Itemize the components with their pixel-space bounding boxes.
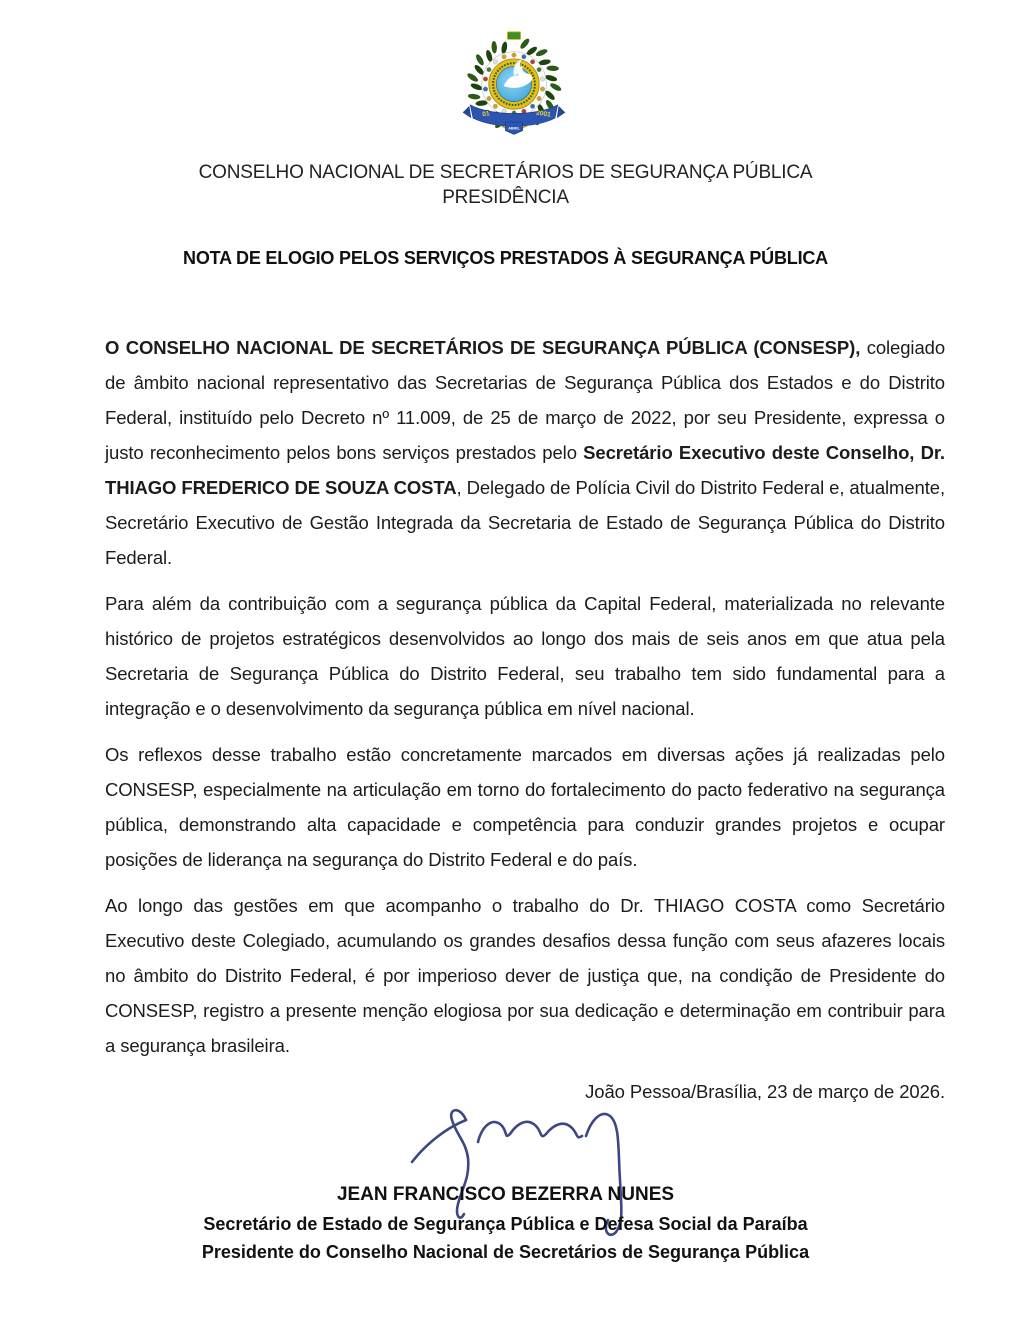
paragraph: Ao longo das gestões em que acompanho o trabalho do Dr. THIAGO COSTA como Secretário Executivo deste Colegiado, acumulando os grandes desafios dessa função com seus afazeres locais no âmbito do Distrito Federal, é por imperioso dever de justiça que, na condição de Presidente do CONSESP, registro a presente menção elogiosa por sua dedicação e determinação em contribuir para a segurança brasileira. bbox=[105, 895, 945, 1056]
org-name: CONSELHO NACIONAL DE SECRETÁRIOS DE SEGURANÇA PÚBLICA bbox=[198, 162, 813, 183]
top-shield bbox=[507, 32, 520, 40]
signer-name: JEAN FRANCISCO BEZERRA NUNES bbox=[336, 1184, 675, 1205]
paragraph: Os reflexos desse trabalho estão concretamente marcados em diversas ações já realizadas pelo CONSESP, especialmente na articulação em torno do fortalecimento do pacto federativo na segurança pública, demonstrando alta capacidade e competência para conduzir grandes projetos e ocupar posições de liderança na segurança do Distrito Federal e do país. bbox=[105, 744, 945, 870]
body-paragraphs bbox=[105, 330, 945, 1109]
document-title: NOTA DE ELOGIO PELOS SERVIÇOS PRESTADOS À SEGURANÇA PÚBLICA bbox=[183, 248, 828, 268]
ribbon-left-text: 01 bbox=[481, 110, 491, 119]
ribbon-right-text: 2001 bbox=[535, 109, 552, 119]
signer-role-2: Presidente do Conselho Nacional de Secretários de Segurança Pública bbox=[201, 1242, 810, 1262]
ribbon-tab-text: ABRIL bbox=[508, 126, 520, 131]
signature-block bbox=[0, 1180, 1011, 1266]
dateline: João Pessoa/Brasília, 23 de março de 2026. bbox=[585, 1081, 945, 1102]
paragraph: O CONSELHO NACIONAL DE SECRETÁRIOS DE SEGURANÇA PÚBLICA (CONSESP), colegiado de âmbito nacional representativo das Secretarias de Segurança Pública dos Estados e do Distrito Federal, instituído pelo Decreto nº 11.009, de 25 de março de 2022, por seu Presidente, expressa o justo reconhecimento pelos bons serviços prestados pelo Secretário Executivo deste Conselho, Dr. THIAGO FREDERICO DE SOUZA COSTA, Delegado de Polícia Civil do Distrito Federal e, atualmente, Secretário Executivo de Gestão Integrada da Secretaria de Estado de Segurança Pública do Distrito Federal. bbox=[105, 337, 946, 568]
org-header bbox=[0, 160, 1011, 210]
org-department: PRESIDÊNCIA bbox=[442, 187, 569, 208]
consesp-crest-logo bbox=[457, 26, 571, 144]
paragraph: Para além da contribuição com a segurança pública da Capital Federal, materializada no relevante histórico de projetos estratégicos desenvolvidos ao longo dos mais de seis anos em que atua pela Secretaria de Segurança Pública do Distrito Federal, seu trabalho tem sido fundamental para a integração e o desenvolvimento da segurança pública em nível nacional. bbox=[105, 593, 945, 719]
signer-role-1: Secretário de Estado de Segurança Pública e Defesa Social da Paraíba bbox=[203, 1214, 808, 1234]
